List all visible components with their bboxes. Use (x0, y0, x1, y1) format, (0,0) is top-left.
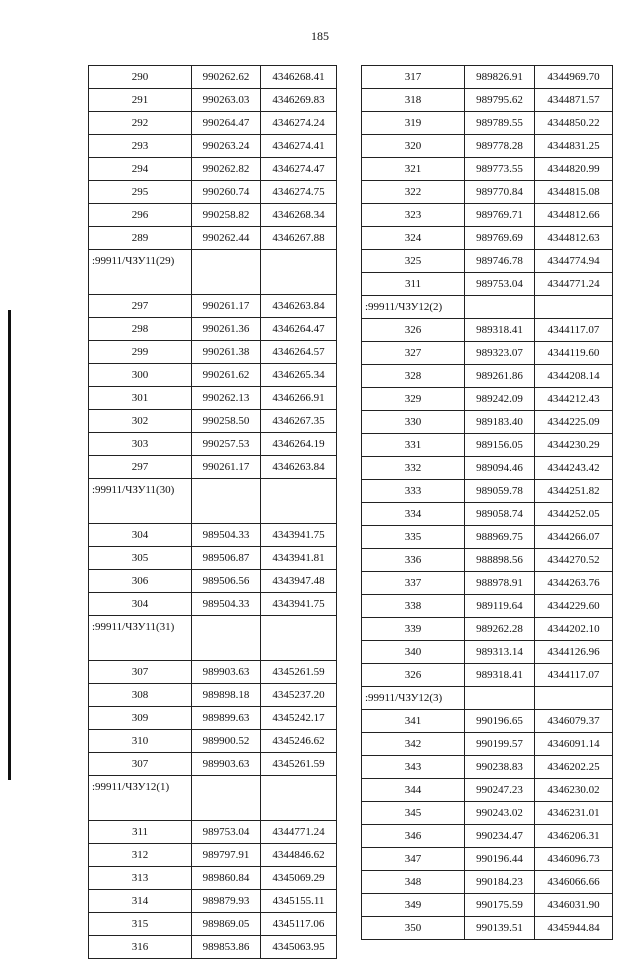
table-row (89, 684, 337, 707)
y-coordinate-cell: 4346274.75 (261, 181, 337, 204)
y-coordinate-cell: 4344846.62 (261, 844, 337, 867)
x-coordinate-cell: 989879.93 (192, 890, 261, 913)
table-row (362, 388, 613, 411)
x-coordinate-cell: 988898.56 (465, 549, 535, 572)
empty-cell (465, 296, 535, 319)
table-row (89, 753, 337, 776)
point-number-cell: 336 (362, 549, 465, 572)
point-number-cell: 325 (362, 250, 465, 273)
section-header-row (89, 616, 337, 661)
y-coordinate-cell: 4345063.95 (261, 936, 337, 959)
y-coordinate-cell: 4346267.35 (261, 410, 337, 433)
table-row (362, 89, 613, 112)
x-coordinate-cell: 989183.40 (465, 411, 535, 434)
point-number-cell: 322 (362, 181, 465, 204)
y-coordinate-cell: 4345261.59 (261, 753, 337, 776)
point-number-cell: 326 (362, 319, 465, 342)
x-coordinate-cell: 990264.47 (192, 112, 261, 135)
y-coordinate-cell: 4344969.70 (535, 66, 613, 89)
y-coordinate-cell: 4345246.62 (261, 730, 337, 753)
x-coordinate-cell: 989769.71 (465, 204, 535, 227)
table-row (362, 365, 613, 388)
empty-cell (261, 479, 337, 524)
point-number-cell: 349 (362, 894, 465, 917)
point-number-cell: 311 (89, 821, 192, 844)
y-coordinate-cell: 4345237.20 (261, 684, 337, 707)
x-coordinate-cell: 988978.91 (465, 572, 535, 595)
point-number-cell: 297 (89, 295, 192, 318)
table-row (89, 844, 337, 867)
y-coordinate-cell: 4344117.07 (535, 319, 613, 342)
empty-cell (192, 616, 261, 661)
y-coordinate-cell: 4346267.88 (261, 227, 337, 250)
y-coordinate-cell: 4344243.42 (535, 457, 613, 480)
x-coordinate-cell: 989059.78 (465, 480, 535, 503)
x-coordinate-cell: 990261.38 (192, 341, 261, 364)
x-coordinate-cell: 989504.33 (192, 593, 261, 616)
point-number-cell: 319 (362, 112, 465, 135)
y-coordinate-cell: 4346265.34 (261, 364, 337, 387)
x-coordinate-cell: 990238.83 (465, 756, 535, 779)
x-coordinate-cell: 988969.75 (465, 526, 535, 549)
point-number-cell: 304 (89, 593, 192, 616)
table-row (89, 936, 337, 959)
x-coordinate-cell: 990199.57 (465, 733, 535, 756)
y-coordinate-cell: 4344252.05 (535, 503, 613, 526)
x-coordinate-cell: 990262.82 (192, 158, 261, 181)
empty-cell (261, 616, 337, 661)
table-row (362, 664, 613, 687)
table-row (362, 641, 613, 664)
table-row (89, 204, 337, 227)
x-coordinate-cell: 989770.84 (465, 181, 535, 204)
y-coordinate-cell: 4344871.57 (535, 89, 613, 112)
y-coordinate-cell: 4343941.81 (261, 547, 337, 570)
x-coordinate-cell: 990262.13 (192, 387, 261, 410)
y-coordinate-cell: 4346031.90 (535, 894, 613, 917)
x-coordinate-cell: 990262.44 (192, 227, 261, 250)
table-row (362, 411, 613, 434)
point-number-cell: 291 (89, 89, 192, 112)
point-number-cell: 347 (362, 848, 465, 871)
point-number-cell: 340 (362, 641, 465, 664)
x-coordinate-cell: 989753.04 (465, 273, 535, 296)
table-row (362, 503, 613, 526)
x-coordinate-cell: 989323.07 (465, 342, 535, 365)
point-number-cell: 292 (89, 112, 192, 135)
table-row (89, 341, 337, 364)
y-coordinate-cell: 4344815.08 (535, 181, 613, 204)
x-coordinate-cell: 990261.17 (192, 456, 261, 479)
y-coordinate-cell: 4346079.37 (535, 710, 613, 733)
table-row (89, 112, 337, 135)
y-coordinate-cell: 4344251.82 (535, 480, 613, 503)
point-number-cell: 313 (89, 867, 192, 890)
empty-cell (261, 776, 337, 821)
y-coordinate-cell: 4344229.60 (535, 595, 613, 618)
y-coordinate-cell: 4346202.25 (535, 756, 613, 779)
y-coordinate-cell: 4346264.47 (261, 318, 337, 341)
y-coordinate-cell: 4345155.11 (261, 890, 337, 913)
table-row (89, 410, 337, 433)
y-coordinate-cell: 4346274.41 (261, 135, 337, 158)
x-coordinate-cell: 989242.09 (465, 388, 535, 411)
table-row (89, 158, 337, 181)
y-coordinate-cell: 4344208.14 (535, 365, 613, 388)
table-row (89, 66, 337, 89)
x-coordinate-cell: 990262.62 (192, 66, 261, 89)
x-coordinate-cell: 989795.62 (465, 89, 535, 112)
y-coordinate-cell: 4343947.48 (261, 570, 337, 593)
y-coordinate-cell: 4346269.83 (261, 89, 337, 112)
point-number-cell: 315 (89, 913, 192, 936)
point-number-cell: 300 (89, 364, 192, 387)
y-coordinate-cell: 4344263.76 (535, 572, 613, 595)
table-row (362, 756, 613, 779)
x-coordinate-cell: 990261.17 (192, 295, 261, 318)
x-coordinate-cell: 989318.41 (465, 319, 535, 342)
table-row (362, 342, 613, 365)
x-coordinate-cell: 989900.52 (192, 730, 261, 753)
x-coordinate-cell: 990247.23 (465, 779, 535, 802)
x-coordinate-cell: 989094.46 (465, 457, 535, 480)
y-coordinate-cell: 4344230.29 (535, 434, 613, 457)
x-coordinate-cell: 989903.63 (192, 661, 261, 684)
table-row (362, 204, 613, 227)
table-row (89, 456, 337, 479)
y-coordinate-cell: 4345069.29 (261, 867, 337, 890)
x-coordinate-cell: 990175.59 (465, 894, 535, 917)
y-coordinate-cell: 4343941.75 (261, 524, 337, 547)
empty-cell (192, 479, 261, 524)
y-coordinate-cell: 4346274.24 (261, 112, 337, 135)
point-number-cell: 332 (362, 457, 465, 480)
point-number-cell: 290 (89, 66, 192, 89)
point-number-cell: 295 (89, 181, 192, 204)
table-row (89, 890, 337, 913)
y-coordinate-cell: 4346230.02 (535, 779, 613, 802)
table-row (89, 593, 337, 616)
y-coordinate-cell: 4344771.24 (535, 273, 613, 296)
x-coordinate-cell: 990263.24 (192, 135, 261, 158)
y-coordinate-cell: 4344270.52 (535, 549, 613, 572)
point-number-cell: 348 (362, 871, 465, 894)
y-coordinate-cell: 4346263.84 (261, 456, 337, 479)
y-coordinate-cell: 4344266.07 (535, 526, 613, 549)
table-row (362, 871, 613, 894)
x-coordinate-cell: 990263.03 (192, 89, 261, 112)
x-coordinate-cell: 989773.55 (465, 158, 535, 181)
table-row (89, 89, 337, 112)
point-number-cell: 307 (89, 661, 192, 684)
y-coordinate-cell: 4346264.19 (261, 433, 337, 456)
point-number-cell: 328 (362, 365, 465, 388)
y-coordinate-cell: 4346274.47 (261, 158, 337, 181)
y-coordinate-cell: 4346066.66 (535, 871, 613, 894)
table-row (89, 661, 337, 684)
x-coordinate-cell: 989789.55 (465, 112, 535, 135)
table-row (362, 250, 613, 273)
x-coordinate-cell: 989898.18 (192, 684, 261, 707)
point-number-cell: 303 (89, 433, 192, 456)
table-row (362, 733, 613, 756)
section-header-row (362, 296, 613, 319)
table-row (362, 825, 613, 848)
y-coordinate-cell: 4346264.57 (261, 341, 337, 364)
table-row (89, 570, 337, 593)
section-label: :99911/ЧЗУ12(3) (362, 687, 465, 710)
point-number-cell: 302 (89, 410, 192, 433)
point-number-cell: 323 (362, 204, 465, 227)
table-row (362, 779, 613, 802)
point-number-cell: 299 (89, 341, 192, 364)
section-header-row (89, 776, 337, 821)
y-coordinate-cell: 4344831.25 (535, 135, 613, 158)
x-coordinate-cell: 990234.47 (465, 825, 535, 848)
y-coordinate-cell: 4346268.41 (261, 66, 337, 89)
x-coordinate-cell: 989156.05 (465, 434, 535, 457)
point-number-cell: 312 (89, 844, 192, 867)
y-coordinate-cell: 4344212.43 (535, 388, 613, 411)
x-coordinate-cell: 989869.05 (192, 913, 261, 936)
table-row (89, 387, 337, 410)
x-coordinate-cell: 990184.23 (465, 871, 535, 894)
x-coordinate-cell: 989119.64 (465, 595, 535, 618)
point-number-cell: 333 (362, 480, 465, 503)
y-coordinate-cell: 4344774.94 (535, 250, 613, 273)
x-coordinate-cell: 989261.86 (465, 365, 535, 388)
point-number-cell: 294 (89, 158, 192, 181)
section-label: :99911/ЧЗУ12(1) (89, 776, 192, 821)
x-coordinate-cell: 989826.91 (465, 66, 535, 89)
x-coordinate-cell: 989903.63 (192, 753, 261, 776)
point-number-cell: 344 (362, 779, 465, 802)
x-coordinate-cell: 990139.51 (465, 917, 535, 940)
point-number-cell: 335 (362, 526, 465, 549)
section-header-row (89, 479, 337, 524)
section-header-row (89, 250, 337, 295)
y-coordinate-cell: 4344202.10 (535, 618, 613, 641)
point-number-cell: 308 (89, 684, 192, 707)
point-number-cell: 339 (362, 618, 465, 641)
table-row (89, 730, 337, 753)
table-row (362, 181, 613, 204)
point-number-cell: 341 (362, 710, 465, 733)
y-coordinate-cell: 4344850.22 (535, 112, 613, 135)
table-row (362, 273, 613, 296)
table-row (362, 710, 613, 733)
point-number-cell: 304 (89, 524, 192, 547)
point-number-cell: 346 (362, 825, 465, 848)
x-coordinate-cell: 989313.14 (465, 641, 535, 664)
x-coordinate-cell: 990258.50 (192, 410, 261, 433)
y-coordinate-cell: 4345117.06 (261, 913, 337, 936)
point-number-cell: 345 (362, 802, 465, 825)
x-coordinate-cell: 989506.56 (192, 570, 261, 593)
point-number-cell: 306 (89, 570, 192, 593)
y-coordinate-cell: 4344820.99 (535, 158, 613, 181)
point-number-cell: 289 (89, 227, 192, 250)
table-row (89, 524, 337, 547)
table-row (89, 433, 337, 456)
x-coordinate-cell: 990261.36 (192, 318, 261, 341)
y-coordinate-cell: 4345261.59 (261, 661, 337, 684)
table-row (362, 848, 613, 871)
table-row (362, 480, 613, 503)
x-coordinate-cell: 990261.62 (192, 364, 261, 387)
point-number-cell: 296 (89, 204, 192, 227)
point-number-cell: 331 (362, 434, 465, 457)
x-coordinate-cell: 989746.78 (465, 250, 535, 273)
table-row (362, 227, 613, 250)
coordinates-table-left (88, 65, 337, 959)
y-coordinate-cell: 4345242.17 (261, 707, 337, 730)
x-coordinate-cell: 990196.65 (465, 710, 535, 733)
empty-cell (192, 776, 261, 821)
y-coordinate-cell: 4346263.84 (261, 295, 337, 318)
x-coordinate-cell: 990258.82 (192, 204, 261, 227)
x-coordinate-cell: 989506.87 (192, 547, 261, 570)
y-coordinate-cell: 4344126.96 (535, 641, 613, 664)
point-number-cell: 330 (362, 411, 465, 434)
table-row (89, 364, 337, 387)
table-row (89, 318, 337, 341)
x-coordinate-cell: 989753.04 (192, 821, 261, 844)
y-coordinate-cell: 4346091.14 (535, 733, 613, 756)
x-coordinate-cell: 989318.41 (465, 664, 535, 687)
point-number-cell: 342 (362, 733, 465, 756)
x-coordinate-cell: 990257.53 (192, 433, 261, 456)
point-number-cell: 318 (362, 89, 465, 112)
y-coordinate-cell: 4346096.73 (535, 848, 613, 871)
point-number-cell: 327 (362, 342, 465, 365)
x-coordinate-cell: 989860.84 (192, 867, 261, 890)
table-row (362, 457, 613, 480)
x-coordinate-cell: 990243.02 (465, 802, 535, 825)
y-coordinate-cell: 4346266.91 (261, 387, 337, 410)
x-coordinate-cell: 989853.86 (192, 936, 261, 959)
coordinates-table-right (361, 65, 613, 940)
x-coordinate-cell: 989262.28 (465, 618, 535, 641)
x-coordinate-cell: 989769.69 (465, 227, 535, 250)
table-row (89, 821, 337, 844)
section-label: :99911/ЧЗУ12(2) (362, 296, 465, 319)
table-row (89, 867, 337, 890)
table-row (362, 618, 613, 641)
table-row (89, 135, 337, 158)
point-number-cell: 314 (89, 890, 192, 913)
point-number-cell: 337 (362, 572, 465, 595)
point-number-cell: 293 (89, 135, 192, 158)
table-row (362, 135, 613, 158)
table-row (89, 181, 337, 204)
x-coordinate-cell: 989797.91 (192, 844, 261, 867)
table-row (89, 547, 337, 570)
table-row (362, 319, 613, 342)
point-number-cell: 334 (362, 503, 465, 526)
y-coordinate-cell: 4344812.66 (535, 204, 613, 227)
x-coordinate-cell: 990260.74 (192, 181, 261, 204)
point-number-cell: 305 (89, 547, 192, 570)
point-number-cell: 311 (362, 273, 465, 296)
x-coordinate-cell: 989504.33 (192, 524, 261, 547)
point-number-cell: 317 (362, 66, 465, 89)
point-number-cell: 350 (362, 917, 465, 940)
point-number-cell: 329 (362, 388, 465, 411)
table-row (362, 526, 613, 549)
empty-cell (535, 296, 613, 319)
point-number-cell: 326 (362, 664, 465, 687)
table-row (89, 707, 337, 730)
y-coordinate-cell: 4343941.75 (261, 593, 337, 616)
table-row (362, 158, 613, 181)
y-coordinate-cell: 4344771.24 (261, 821, 337, 844)
y-coordinate-cell: 4344225.09 (535, 411, 613, 434)
y-coordinate-cell: 4344117.07 (535, 664, 613, 687)
table-row (89, 295, 337, 318)
point-number-cell: 307 (89, 753, 192, 776)
point-number-cell: 309 (89, 707, 192, 730)
table-row (362, 66, 613, 89)
y-coordinate-cell: 4345944.84 (535, 917, 613, 940)
table-row (362, 802, 613, 825)
y-coordinate-cell: 4346268.34 (261, 204, 337, 227)
point-number-cell: 310 (89, 730, 192, 753)
table-row (362, 894, 613, 917)
x-coordinate-cell: 989058.74 (465, 503, 535, 526)
point-number-cell: 316 (89, 936, 192, 959)
empty-cell (261, 250, 337, 295)
table-row (89, 913, 337, 936)
point-number-cell: 343 (362, 756, 465, 779)
empty-cell (465, 687, 535, 710)
section-label: :99911/ЧЗУ11(31) (89, 616, 192, 661)
section-header-row (362, 687, 613, 710)
y-coordinate-cell: 4344812.63 (535, 227, 613, 250)
x-coordinate-cell: 989899.63 (192, 707, 261, 730)
margin-bar (8, 310, 11, 780)
table-row (362, 572, 613, 595)
table-row (362, 112, 613, 135)
x-coordinate-cell: 990196.44 (465, 848, 535, 871)
page-number: 185 (311, 29, 329, 43)
point-number-cell: 324 (362, 227, 465, 250)
empty-cell (192, 250, 261, 295)
x-coordinate-cell: 989778.28 (465, 135, 535, 158)
point-number-cell: 320 (362, 135, 465, 158)
section-label: :99911/ЧЗУ11(30) (89, 479, 192, 524)
point-number-cell: 338 (362, 595, 465, 618)
point-number-cell: 321 (362, 158, 465, 181)
table-row (362, 434, 613, 457)
table-row (89, 227, 337, 250)
table-row (362, 549, 613, 572)
point-number-cell: 297 (89, 456, 192, 479)
table-row (362, 917, 613, 940)
y-coordinate-cell: 4346206.31 (535, 825, 613, 848)
y-coordinate-cell: 4346231.01 (535, 802, 613, 825)
empty-cell (535, 687, 613, 710)
section-label: :99911/ЧЗУ11(29) (89, 250, 192, 295)
point-number-cell: 298 (89, 318, 192, 341)
y-coordinate-cell: 4344119.60 (535, 342, 613, 365)
point-number-cell: 301 (89, 387, 192, 410)
table-row (362, 595, 613, 618)
